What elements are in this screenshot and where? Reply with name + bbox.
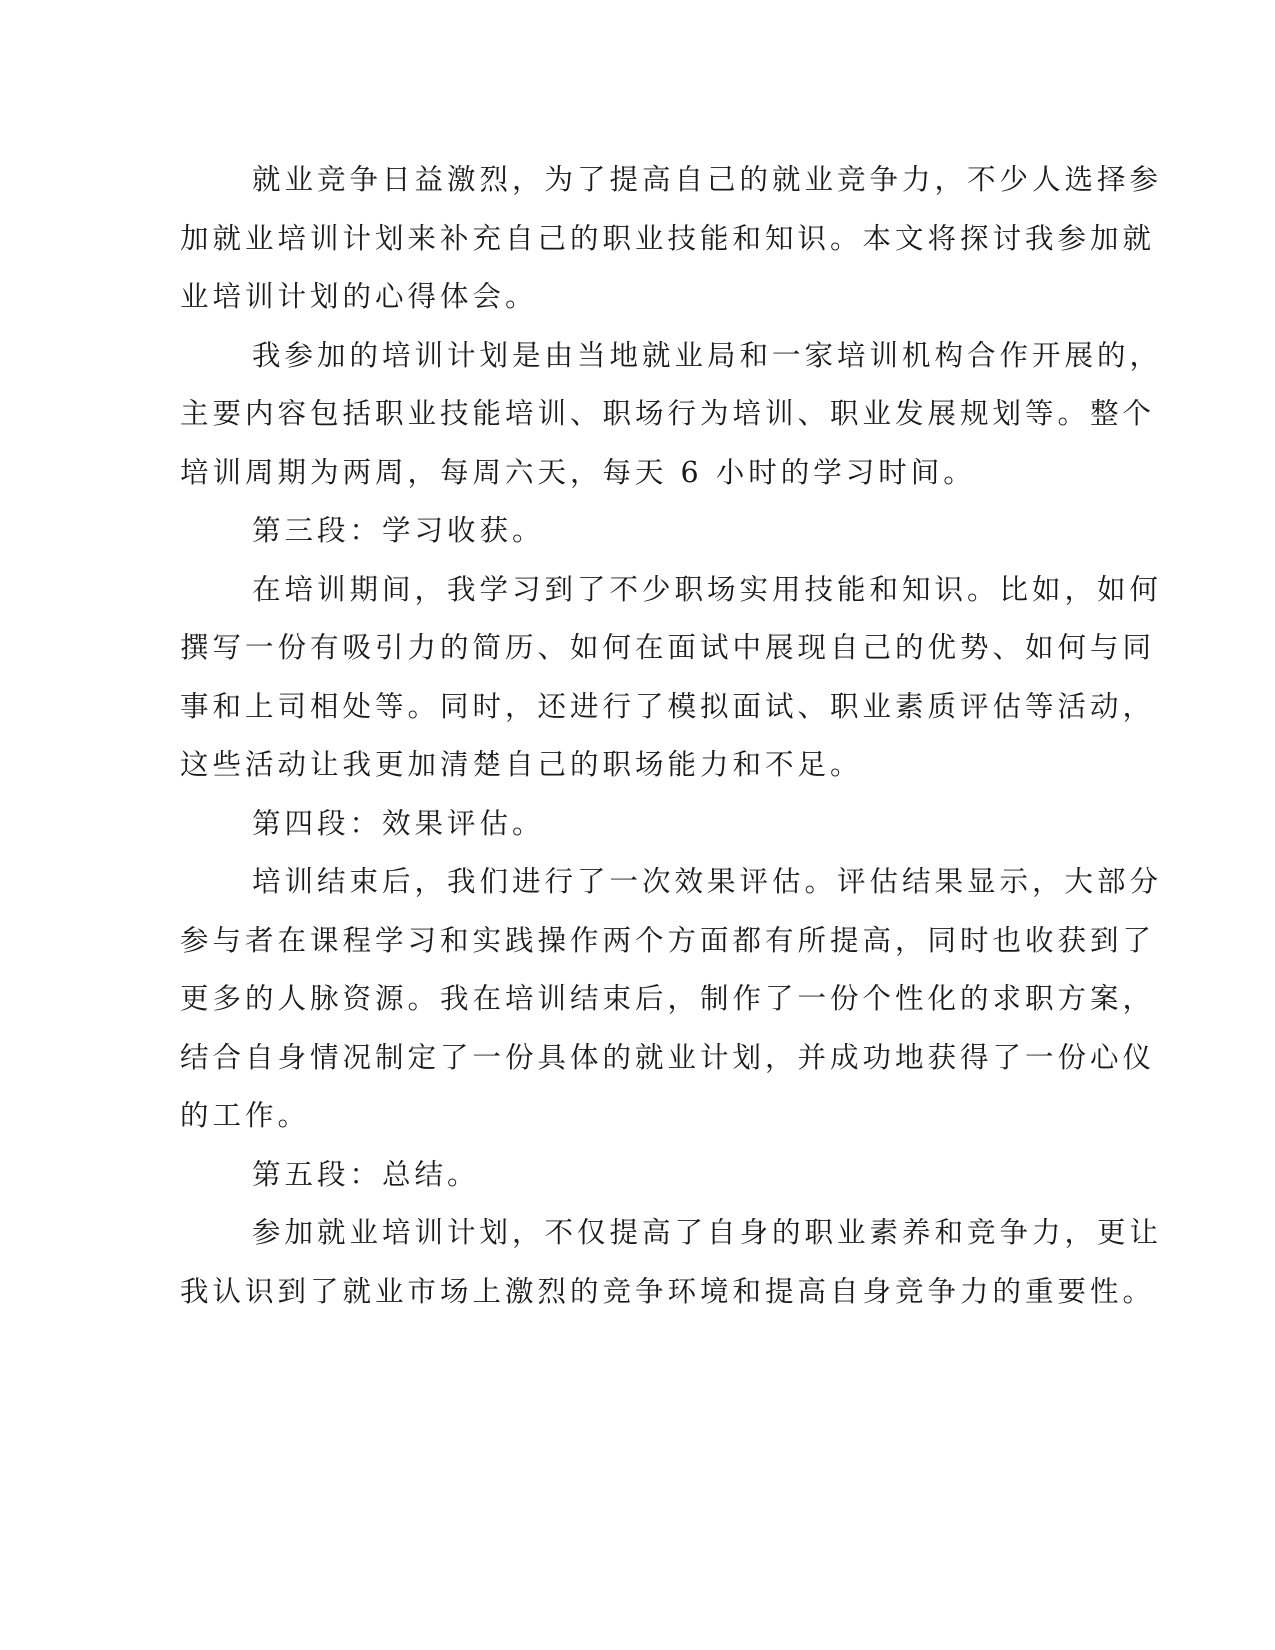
text-line: 参与者在课程学习和实践操作两个方面都有所提高，同时也收获到了 xyxy=(180,923,1156,957)
text-line: 主要内容包括职业技能培训、职场行为培训、职业发展规划等。整个 xyxy=(180,397,1156,430)
text-line: 就业竞争日益激烈，为了提高自己的就业竞争力，不少人选择参 xyxy=(252,163,1163,196)
text-line: 培训结束后，我们进行了一次效果评估。评估结果显示，大部分 xyxy=(252,865,1163,898)
text-line: 这些活动让我更加清楚自己的职场能力和不足。 xyxy=(180,748,863,781)
section-heading-5 xyxy=(180,1146,1040,1205)
section-heading: 第五段：总结。 xyxy=(252,1157,480,1191)
text-line: 业培训计划的心得体会。 xyxy=(180,280,538,313)
section-heading: 第四段：效果评估。 xyxy=(252,806,545,840)
section-heading-4 xyxy=(180,795,1040,854)
section-heading: 第三段：学习收获。 xyxy=(252,514,545,547)
text-line: 在培训期间，我学习到了不少职场实用技能和知识。比如，如何 xyxy=(252,572,1163,606)
text-line: 更多的人脉资源。我在培训结束后，制作了一份个性化的求职方案， xyxy=(180,982,1156,1015)
document-body xyxy=(180,151,1163,1321)
text-line: 撰写一份有吸引力的简历、如何在面试中展现自己的优势、如何与同 xyxy=(180,631,1156,664)
paragraph-program xyxy=(180,327,1163,503)
text-line: 结合自身情况制定了一份具体的就业计划，并成功地获得了一份心仪 xyxy=(180,1040,1156,1074)
text-line: 参加就业培训计划，不仅提高了自身的职业素养和竞争力，更让 xyxy=(252,1216,1163,1249)
text-line: 培训周期为两周，每周六天，每天 6 小时的学习时间。 xyxy=(180,455,976,489)
text-line: 我认识到了就业市场上激烈的竞争环境和提高自身竞争力的重要性。 xyxy=(180,1274,1156,1308)
text-line: 我参加的培训计划是由当地就业局和一家培训机构合作开展的， xyxy=(252,338,1163,372)
paragraph-summary xyxy=(180,1204,1163,1321)
paragraph-evaluation xyxy=(180,853,1163,1146)
paragraph-intro xyxy=(180,151,1163,327)
paragraph-gains xyxy=(180,561,1163,795)
section-heading-3 xyxy=(180,502,1040,561)
text-line: 事和上司相处等。同时，还进行了模拟面试、职业素质评估等活动， xyxy=(180,689,1156,723)
text-line: 的工作。 xyxy=(180,1099,311,1132)
text-line: 加就业培训计划来补充自己的职业技能和知识。本文将探讨我参加就 xyxy=(180,221,1156,255)
